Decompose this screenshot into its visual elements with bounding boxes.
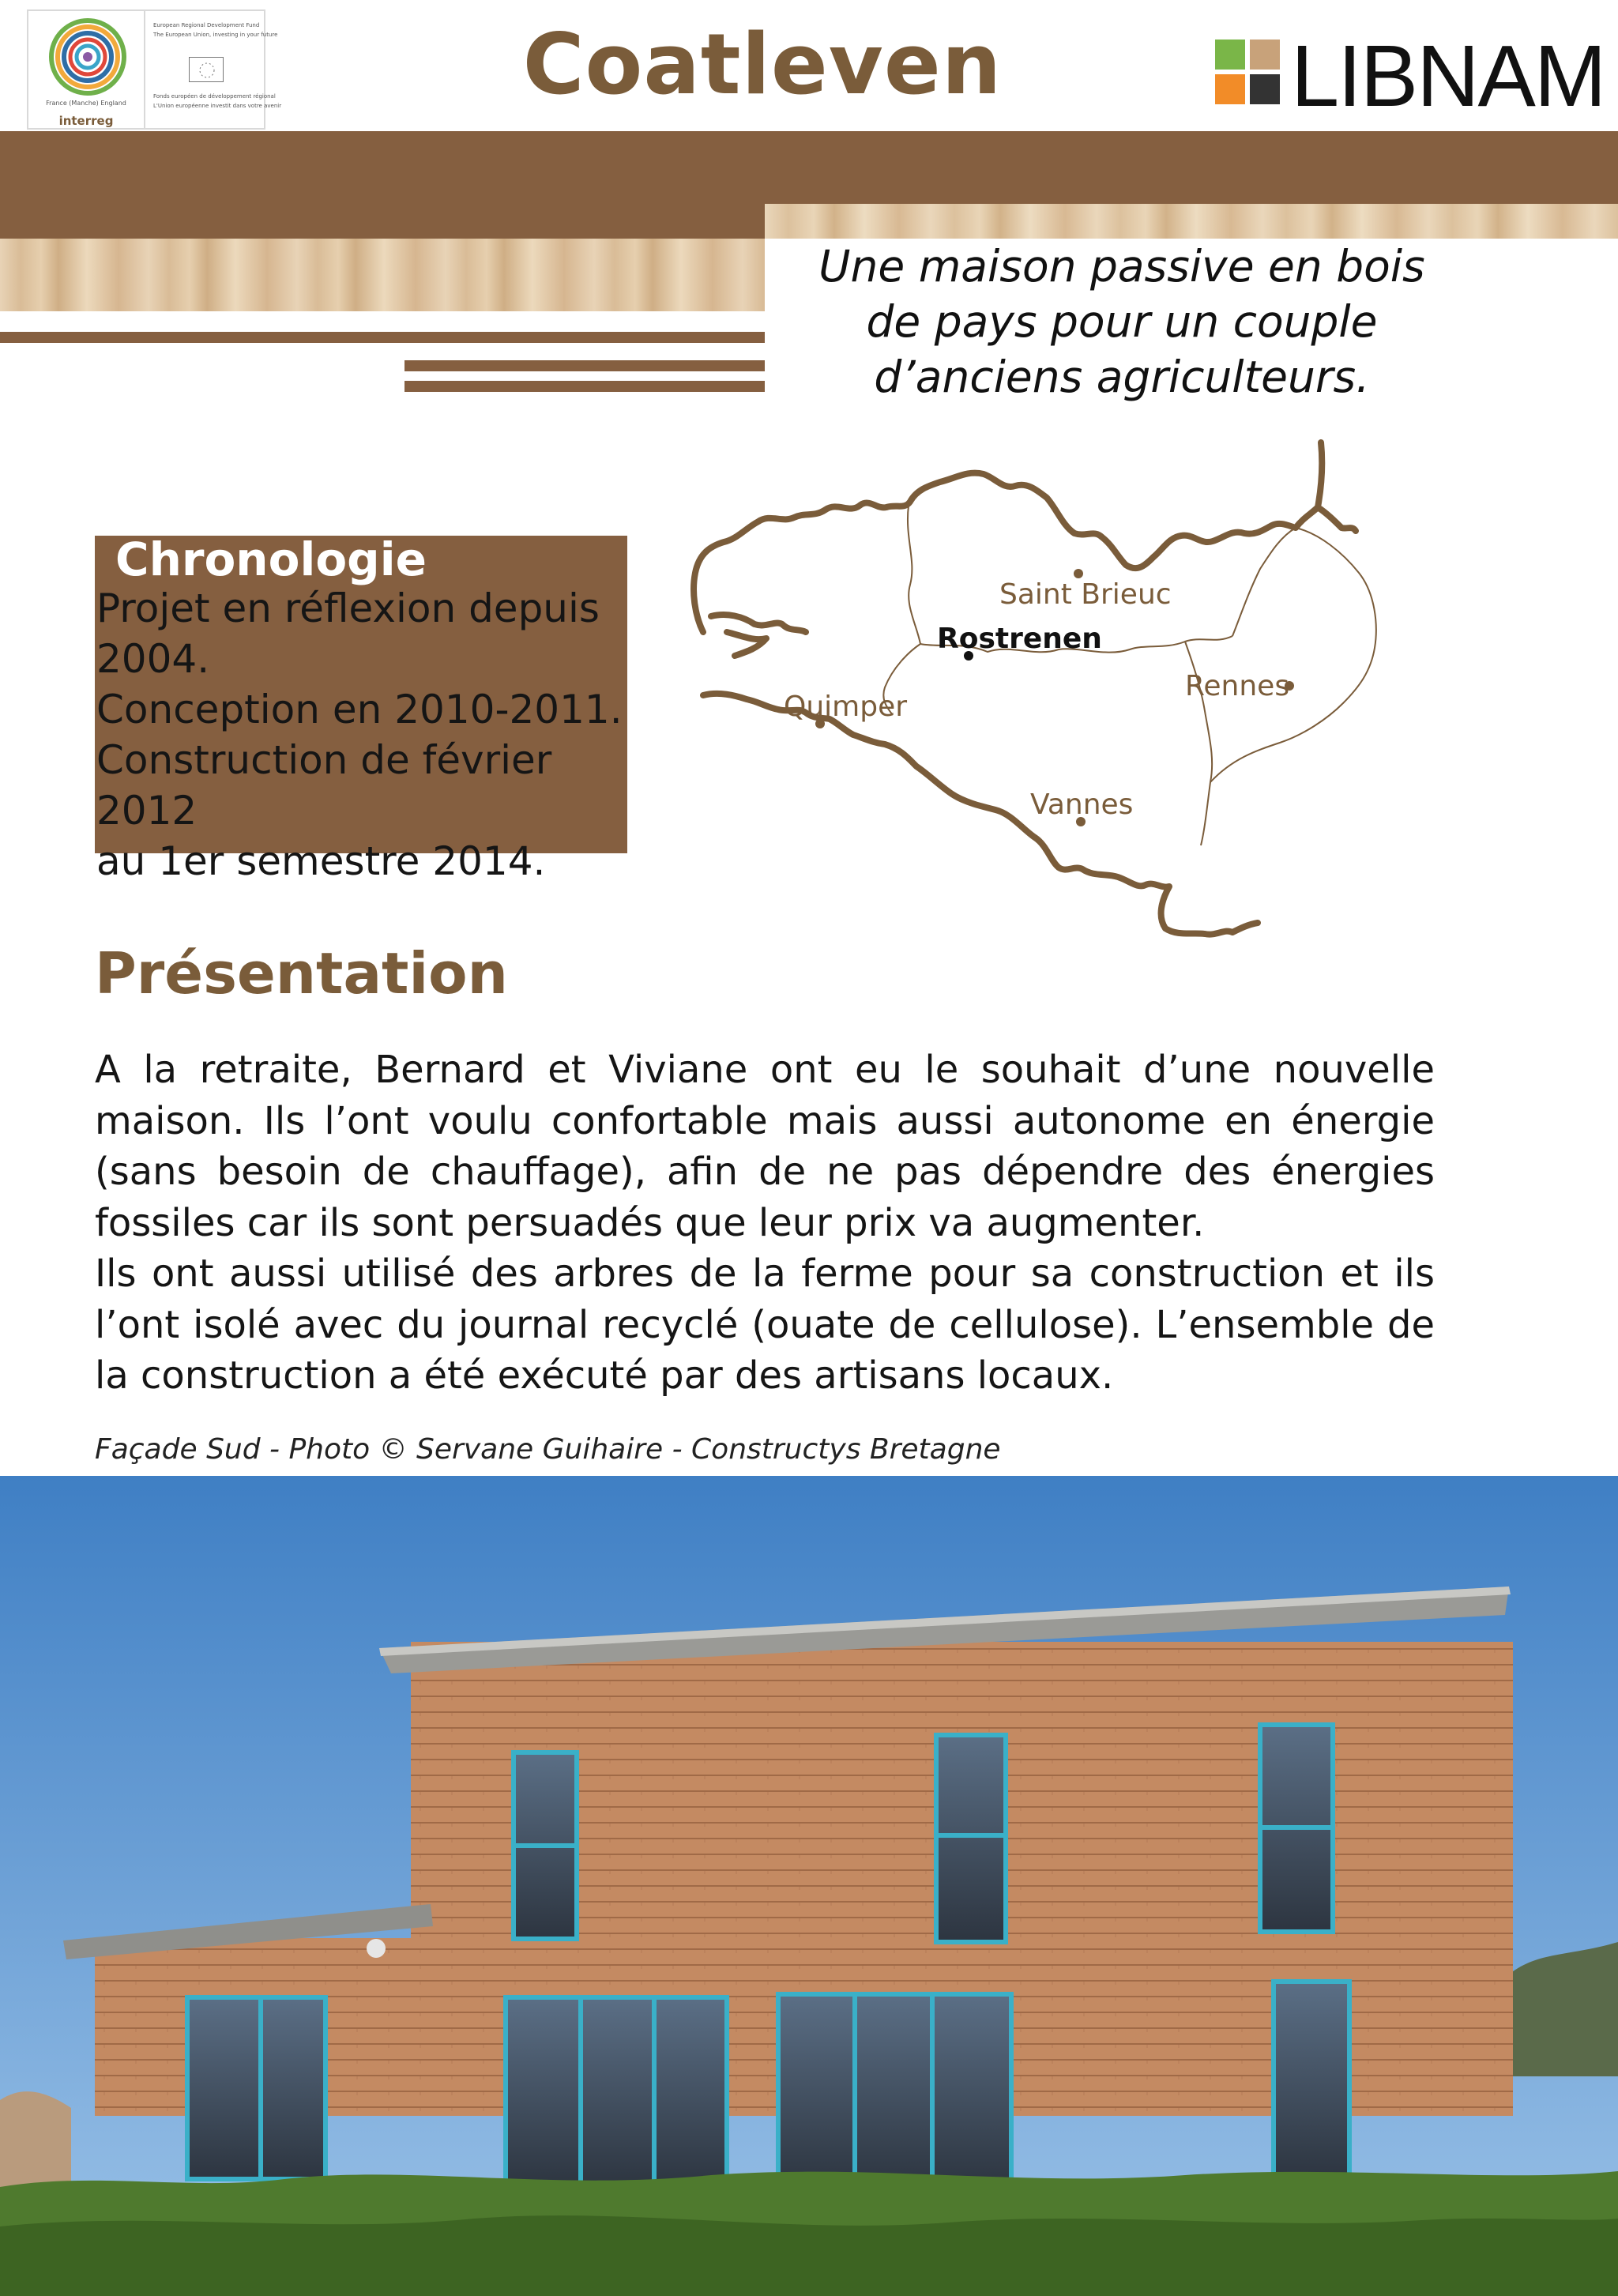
wood-strip-right [765, 204, 1618, 239]
wood-strip-left [0, 239, 765, 311]
divider-line [404, 360, 765, 371]
presentation-title: Présentation [95, 940, 508, 1007]
city-label-vannes: Vannes [1030, 789, 1134, 821]
presentation-paragraph-2: Ils ont aussi utilisé des arbres de la ferme pour sa construction et ils l’ont isolé avec du journal recyclé (ouate de cellulose). L’ensemble de la construction a été exécuté par des artisans locaux. [95, 1252, 1435, 1398]
libnam-square-orange-icon [1215, 74, 1245, 104]
libnam-square-dark-icon [1250, 74, 1280, 104]
eu-line-3: Fonds européen de développement régional [153, 93, 276, 100]
chronologie-title: Chronologie [115, 533, 427, 586]
city-label-quimper: Quimper [784, 691, 908, 723]
house-photo [0, 1476, 1618, 2296]
page-title: Coatleven [522, 16, 1003, 113]
eu-flag-icon [189, 57, 224, 82]
interreg-line-left: France [46, 100, 67, 107]
divider-line [404, 381, 765, 392]
presentation-paragraph-1: A la retraite, Bernard et Viviane ont eu le souhait d’une nouvelle maison. Ils l’ont voulu confortable mais aussi autonome en énergie (sans besoin de chauffage), afin de ne pas dépendre des énergies fossiles car ils sont persuadés que leur prix va augmenter. [95, 1048, 1435, 1245]
libnam-square-tan-icon [1250, 40, 1280, 70]
interreg-logo [27, 9, 145, 130]
page-subtitle: Une maison passive en bois de pays pour un couple d’anciens agriculteurs. [818, 241, 1425, 402]
city-label-rostrenen: Rostrenen [937, 623, 1102, 655]
interreg-name: interreg [58, 114, 114, 128]
chronologie-box [95, 533, 627, 884]
department-border [1232, 528, 1296, 636]
interreg-line-right: England [100, 100, 126, 107]
city-label-saint-brieuc: Saint Brieuc [999, 578, 1172, 611]
chronologie-body: Projet en réflexion depuis 2004. Conception en 2010-2011. Construction de février 2012 au 1er semestre 2014. [96, 585, 623, 884]
brittany-map [679, 435, 1438, 948]
interreg-line-mid: (Manche) [69, 100, 99, 107]
photo-caption: Façade Sud - Photo © Servane Guihaire - Constructys Bretagne [95, 1433, 1001, 1466]
eu-fund-logo [145, 9, 282, 130]
interreg-spiral-icon [28, 11, 147, 98]
department-border [1210, 528, 1376, 782]
libnam-logo [1215, 28, 1605, 125]
eu-line-2: The European Union, investing in your future [153, 32, 278, 38]
city-label-rennes: Rennes [1185, 670, 1290, 702]
eu-line-1: European Regional Development Fund [153, 22, 260, 28]
divider-line [0, 332, 765, 343]
libnam-wordmark: LIBNAM [1291, 28, 1605, 125]
libnam-square-green-icon [1215, 40, 1245, 70]
department-border [883, 506, 920, 715]
city-marker-saint-brieuc [1074, 569, 1083, 578]
eu-line-4: L'Union européenne investit dans votre avenir [153, 103, 282, 109]
